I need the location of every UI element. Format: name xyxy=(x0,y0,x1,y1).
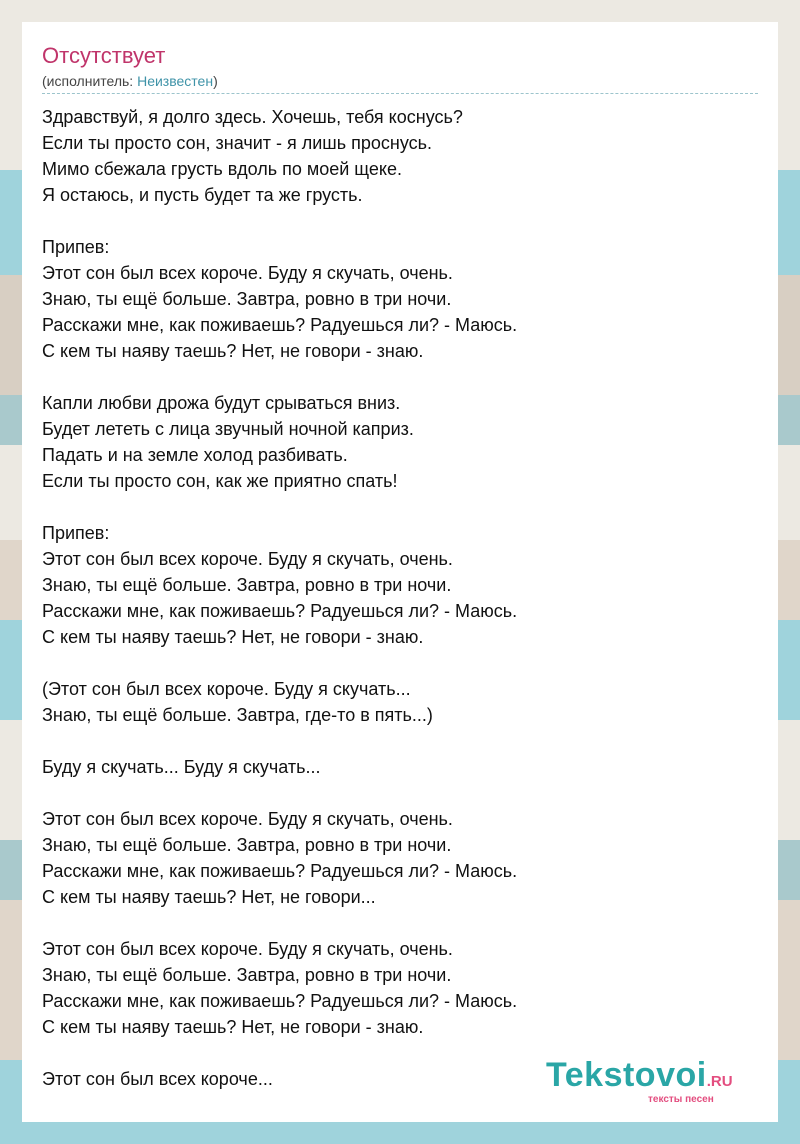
logo-wordmark: Tekstovoi xyxy=(546,1056,707,1094)
lyrics-line: Этот сон был всех короче. Буду я скучать, очень. xyxy=(42,549,453,569)
lyrics-line: Расскажи мне, как поживаешь? Радуешься ли? - Маюсь. xyxy=(42,315,518,335)
lyrics-line: С кем ты наяву таешь? Нет, не говори - знаю. xyxy=(42,627,424,647)
lyrics-line: Расскажи мне, как поживаешь? Радуешься ли? - Маюсь. xyxy=(42,861,518,881)
lyrics-line: Знаю, ты ещё больше. Завтра, где-то в пять...) xyxy=(42,705,433,725)
lyrics-line: Падать и на земле холод разбивать. xyxy=(42,445,348,465)
lyrics-line: С кем ты наяву таешь? Нет, не говори - знаю. xyxy=(42,341,424,361)
lyrics-line: Если ты просто сон, как же приятно спать! xyxy=(42,471,398,491)
lyrics-line: Будет лететь с лица звучный ночной каприз. xyxy=(42,419,414,439)
lyrics-line: Этот сон был всех короче... xyxy=(42,1069,273,1089)
lyrics-body xyxy=(42,104,758,1092)
lyrics-line: С кем ты наяву таешь? Нет, не говори... xyxy=(42,887,376,907)
lyrics-line: Этот сон был всех короче. Буду я скучать, очень. xyxy=(42,809,453,829)
lyrics-blank-line xyxy=(42,910,758,936)
divider xyxy=(42,93,758,94)
lyrics-line: Я остаюсь, и пусть будет та же грусть. xyxy=(42,185,363,205)
lyrics-blank-line xyxy=(42,728,758,754)
lyrics-line: Этот сон был всех короче. Буду я скучать, очень. xyxy=(42,939,453,959)
site-logo[interactable] xyxy=(546,1056,733,1105)
lyrics-line: Знаю, ты ещё больше. Завтра, ровно в три ночи. xyxy=(42,575,452,595)
lyrics-line: Расскажи мне, как поживаешь? Радуешься ли? - Маюсь. xyxy=(42,991,518,1011)
lyrics-line: Знаю, ты ещё больше. Завтра, ровно в три ночи. xyxy=(42,835,452,855)
lyrics-line: Расскажи мне, как поживаешь? Радуешься ли? - Маюсь. xyxy=(42,601,518,621)
artist-prefix: (исполнитель: xyxy=(42,73,138,89)
lyrics-card xyxy=(22,22,778,1122)
lyrics-line: С кем ты наяву таешь? Нет, не говори - знаю. xyxy=(42,1017,424,1037)
lyrics-line: Здравствуй, я долго здесь. Хочешь, тебя коснусь? xyxy=(42,107,463,127)
artist-line xyxy=(42,72,218,90)
lyrics-line: Буду я скучать... Буду я скучать... xyxy=(42,757,321,777)
logo-tld: .RU xyxy=(706,1073,733,1090)
lyrics-line: Этот сон был всех короче. Буду я скучать, очень. xyxy=(42,263,453,283)
lyrics-line: Знаю, ты ещё больше. Завтра, ровно в три ночи. xyxy=(42,289,452,309)
lyrics-line: Припев: xyxy=(42,237,110,257)
lyrics-blank-line xyxy=(42,364,758,390)
artist-suffix: ) xyxy=(213,73,218,89)
lyrics-blank-line xyxy=(42,780,758,806)
lyrics-line: Капли любви дрожа будут срываться вниз. xyxy=(42,393,401,413)
song-title: Отсутствует xyxy=(42,43,166,68)
lyrics-blank-line xyxy=(42,494,758,520)
lyrics-line: (Этот сон был всех короче. Буду я скучать... xyxy=(42,679,411,699)
lyrics-blank-line xyxy=(42,208,758,234)
artist-link[interactable]: Неизвестен xyxy=(137,73,214,89)
lyrics-line: Мимо сбежала грусть вдоль по моей щеке. xyxy=(42,159,402,179)
lyrics-line: Припев: xyxy=(42,523,110,543)
lyrics-line: Если ты просто сон, значит - я лишь проснусь. xyxy=(42,133,433,153)
logo-subtitle: тексты песен xyxy=(648,1094,714,1105)
lyrics-blank-line xyxy=(42,650,758,676)
lyrics-line: Знаю, ты ещё больше. Завтра, ровно в три ночи. xyxy=(42,965,452,985)
